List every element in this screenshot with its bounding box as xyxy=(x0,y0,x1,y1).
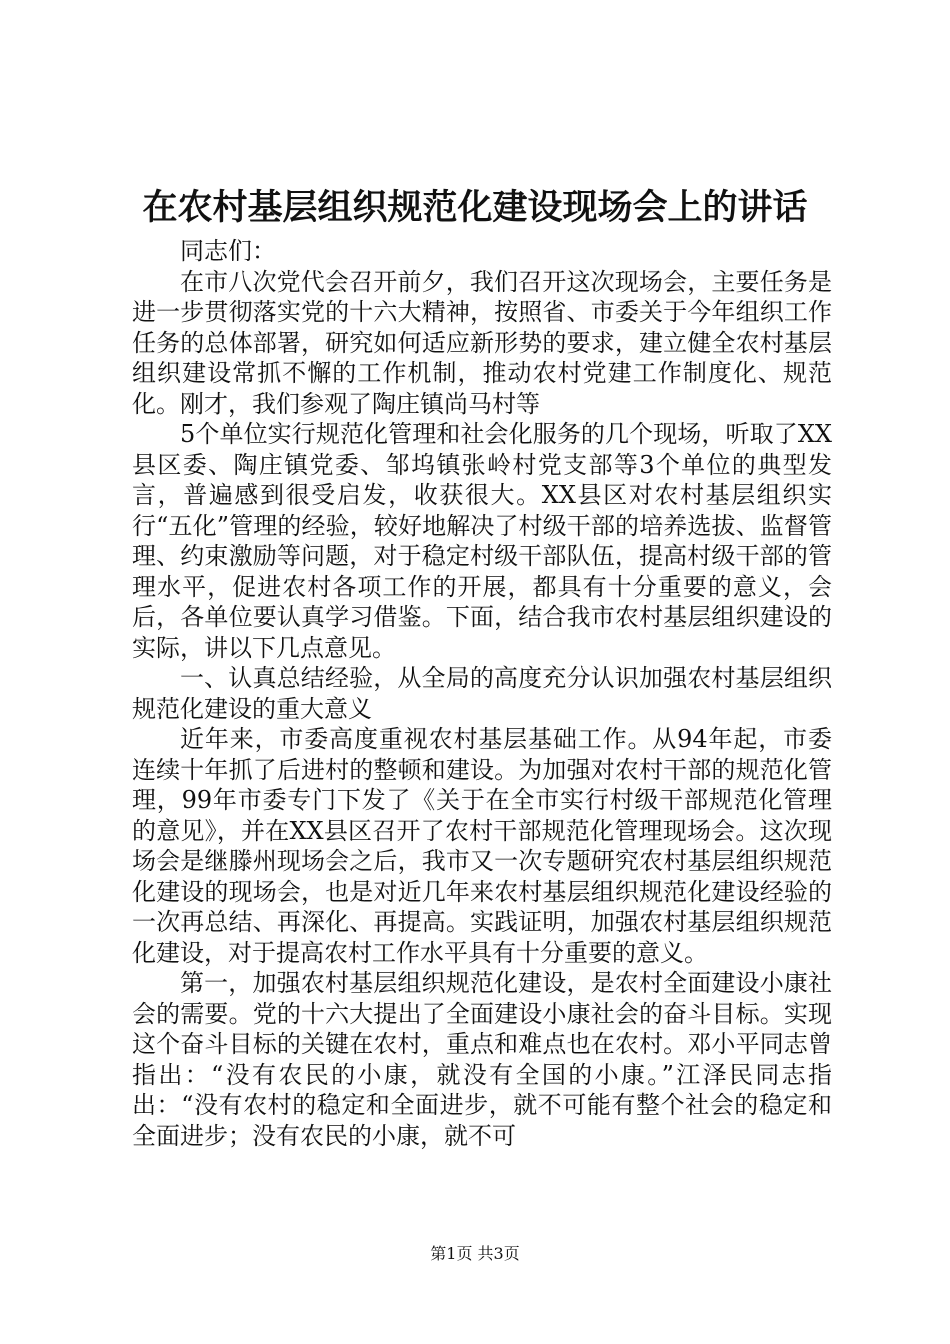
body-paragraph: 第一，加强农村基层组织规范化建设，是农村全面建设小康社会的需要。党的十六大提出了全面建设小康社会的奋斗目标。实现这个奋斗目标的关键在农村，重点和难点也在农村。邓小平同志曾指出：“没有农民的小康，就没有全国的小康。”江泽民同志指出：“没有农村的稳定和全面进步，就不可能有整个社会的稳定和全面进步；没有农民的小康，就不可 xyxy=(132,969,832,1150)
document-title: 在农村基层组织规范化建设现场会上的讲话 xyxy=(142,187,808,228)
body-paragraph: 5个单位实行规范化管理和社会化服务的几个现场，听取了XX县区委、陶庄镇党委、邹坞镇张岭村党支部等3个单位的典型发言，普遍感到很受启发，收获很大。XX县区对农村基层组织实行“五化”管理的经验，较好地解决了村级干部的培养选拔、监督管理、约束激励等问题，对于稳定村级干部队伍，提高村级干部的管理水平，促进农村各项工作的开展，都具有十分重要的意义，会后，各单位要认真学习借鉴。下面，结合我市农村基层组织建设的实际，讲以下几点意见。 xyxy=(132,420,832,662)
section-heading: 一、认真总结经验，从全局的高度充分认识加强农村基层组织规范化建设的重大意义 xyxy=(132,664,832,723)
body-paragraph: 在市八次党代会召开前夕，我们召开这次现场会，主要任务是进一步贯彻落实党的十六大精神，按照省、市委关于今年组织工作任务的总体部署，研究如何适应新形势的要求，建立健全农村基层组织建设常抓不懈的工作机制，推动农村党建工作制度化、规范化。刚才，我们参观了陶庄镇尚马村等 xyxy=(132,267,832,418)
body-paragraph: 近年来，市委高度重视农村基层基础工作。从94年起，市委连续十年抓了后进村的整顿和建设。为加强对农村干部的规范化管理，99年市委专门下发了《关于在全市实行村级干部规范化管理的意见》，并在XX县区召开了农村干部规范化管理现场会。这次现场会是继滕州现场会之后，我市又一次专题研究农村基层组织规范化建设的现场会，也是对近几年来农村基层组织规范化建设经验的一次再总结、再深化、再提高。实践证明，加强农村基层组织规范化建设，对于提高农村工作水平具有十分重要的意义。 xyxy=(132,725,832,967)
salutation-paragraph: 同志们： xyxy=(180,237,276,265)
document-body xyxy=(132,236,832,1151)
page-number-footer: 第1页 共3页 xyxy=(430,1244,520,1263)
